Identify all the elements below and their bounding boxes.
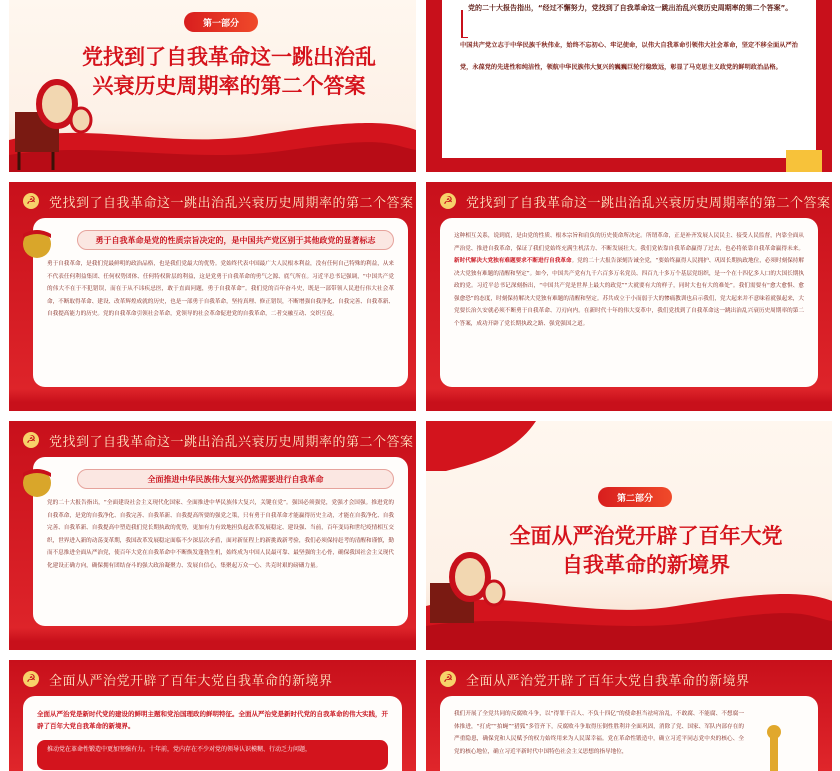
drum-badge-icon: [19, 463, 55, 499]
slide-1-title-line1: 党找到了自我革命这一跳出治乱: [82, 44, 376, 69]
slide-2-quote[interactable]: [426, 0, 832, 172]
slide-5[interactable]: [9, 421, 416, 650]
slide-1-title: [49, 42, 409, 100]
slide-5-body: 党的二十大报告指出，“全面建设社会主义现代化国家、全面推进中华民族伟大复兴，关键在党”。强国必须强党，党强才会国强。推进党的自我革命，是党的自我净化、自我完善、自我革新、自我提高所要的强党之策，只有勇于自我革命才能赢得历史主动，才能在自我净化、自我完善、自我革新、自我提高中塑造我们党长期执政的优势，更加有力有效地担负起改革发展稳定、建设强、当前，百年变局和世纪疫情相互交织，世界进入新的动荡变革期，我国改革发展稳定面临不少深层次矛盾，面对新征程上的新挑战新考验，我们必须保持赶考的清醒和谨慎，勤而不息推进全面从严治党，使百年大党在自我革命中不断焕发蓬勃生机，始终成为中国人民最可靠、最坚强的主心骨，确保我国社会主义现代化建设正确方向，确保拥有团结奋斗的强大政治凝聚力、发展自信心，集聚起万众一心、共克时艰的磅礴力量。: [47, 500, 394, 569]
slide-3-card: [33, 218, 408, 387]
party-emblem-icon: ☭: [23, 671, 39, 687]
slide-8-body: 我们开展了全党共同的反腐败斗争，以“得罪千百人、不负十四亿”的使命担当祛疴治乱，不敢腐、不能腐、不想腐一体推进，“打虎”“拍蝇”“猎狐”多管齐下，反腐败斗争取得压倒性胜利并全面巩固，消除了党、国家、军队内部存在的严重隐患，确保党和人民赋予的权力始终用来为人民谋幸福。党在革命性锻造中，确立习近平同志党中央的核心、全党的核心地位，确立习近平新时代中国特色社会主义思想的指导地位，: [454, 711, 744, 755]
slide-2-body: 中国共产党立志于中华民族千秋伟业，始终不忘初心、牢记使命，以伟大自我革命引领伟大社会革命，坚定不移全面从严治党，永葆党的先进性和纯洁性，领航中华民族伟大复兴的巍巍巨轮行稳致远，彰显了马克思主义政党的鲜明政治品格。: [460, 42, 798, 71]
slide-6-title-line1: 全面从严治党开辟了百年大党: [509, 523, 783, 548]
slide-4-header-title: 党找到了自我革命这一跳出治乱兴衰历史周期率的第二个答案: [466, 195, 831, 211]
slide-4-body: [454, 230, 804, 380]
slide-8-header: [426, 660, 832, 698]
slide-3-pill: 勇于自我革命是党的性质宗旨决定的，是中国共产党区别于其他政党的显著标志: [77, 230, 394, 250]
slide-7[interactable]: [9, 660, 416, 771]
slide-5-header: [9, 421, 416, 459]
slide-8-card: [440, 696, 818, 771]
slide-4[interactable]: [426, 182, 832, 411]
slide-7-card: [23, 696, 402, 771]
corner-decoration: [786, 150, 822, 172]
slide-6-title-line2: 自我革命的新境界: [562, 552, 730, 577]
slide-3-body: 勇于自我革命，是我们党最鲜明的政治品格，也是我们党最大的优势。党始终代表中国最广大人民根本利益，没有任何自己特殊的利益，从来不代表任何利益集团、任何权势团体、任何特权阶层的利益，这是党勇于自我革命的勇气之源、底气所在。习近平总书记强调，“中国共产党的伟大不在于不犯错误，而在于从不讳疾忌医，敢于直面问题，勇于自我革命”。我们党的百年奋斗史，既是一部带领人民进行伟大社会革命，不断取得革命、建设、改革辉煌成就的历史，也是一部勇于自我革命，坚持真理、修正错误，不断增强自我净化、自我完善、自我革新、自我提高能力的历史。党的自我革命引领社会革命，党领导的社会革命促进党的自我革命，二者交融互动、交织互促。: [47, 261, 394, 317]
section-label: 第二部分: [598, 487, 672, 507]
section-label: 第一部分: [184, 12, 258, 32]
party-emblem-icon: ☭: [440, 671, 456, 687]
slide-7-header-title: 全面从严治党开辟了百年大党自我革命的新境界: [49, 673, 333, 689]
wave-decoration: [9, 628, 416, 650]
slide-5-card: [33, 457, 408, 626]
slide-5-pill: 全面推进中华民族伟大复兴仍然需要进行自我革命: [77, 469, 394, 489]
slide-2-quote-text: 党的二十大报告指出，“经过不懈努力，党找到了自我革命这一跳出治乱兴衰历史周期率的第二个答案”。: [468, 4, 793, 12]
party-emblem-icon: ☭: [440, 193, 456, 209]
slide-3-header-title: 党找到了自我革命这一跳出治乱兴衰历史周期率的第二个答案: [49, 195, 414, 211]
slide-8[interactable]: [426, 660, 832, 771]
quote-bracket-icon: [460, 10, 468, 38]
slide-3-header: [9, 182, 416, 220]
slide-1-cover[interactable]: [9, 0, 416, 172]
slide-1-title-line2: 兴衰历史周期率的第二个答案: [92, 73, 366, 98]
slide-6-cover[interactable]: [426, 421, 832, 650]
slide-6-title: [466, 521, 826, 579]
slide-8-header-title: 全面从严治党开辟了百年大党自我革命的新境界: [466, 673, 750, 689]
slide-4-card: [440, 218, 818, 387]
flag-icon: [426, 421, 536, 471]
wave-decoration: [426, 389, 832, 411]
slide-4-body-post: 。党的二十大报告深刻告诫全党，“要始终赢得人民拥护、巩固长期执政地位，必须时刻保持解决大党独有难题的清醒和坚定”。如今，中国共产党有九千六百多万名党员、四百九十多万个基层党组织，是一个在十四亿多人口的大国长期执政的党。习近平总书记深刻指出，“中国共产党是世界上最大的政党”“大就要有大的样子，同时大也有大的难处”。我们需要有“愈大愈惧、愈强愈恐”的态度，时刻保持解决大党独有难题的清醒和坚定。苏共成立于小而弱于大的惨痛教训也启示我们，党大起来并不意味着就强起来，大党要长治久安就必须不断勇于自我革命、刀刃向内。在新时代十年的伟大变革中，我们党找到了自我革命这一跳出治乱兴衰历史周期率的第二个答案，成功开辟了党长期执政之路、强党强国之道。: [454, 258, 804, 327]
huabiao-pillar-icon: [756, 724, 792, 771]
slide-7-header: [9, 660, 416, 698]
slide-4-highlight: 新时代解决大党独有难题要求不断进行自我革命: [454, 258, 572, 264]
slide-2-panel: [442, 0, 816, 158]
slide-7-sub: 推动党在革命性锻造中更加坚强有力。十年前，党内存在不少对党的领导认识模糊、行动乏力问题，: [37, 740, 388, 770]
slide-5-header-title: 党找到了自我革命这一跳出治乱兴衰历史周期率的第二个答案: [49, 434, 414, 450]
slide-4-body-pre: 这种相互关系，说到底，是由党的性质、根本宗旨和肩负的历史使命所决定。所谓革命，正是补齐发展人民民主、接受人民监督，内靠全面从严治党、推进自我革命，保证了我们党始终充满生机活力、不断发展壮大。我们党依靠自我革命赢得了过去，也必将依靠自我革命赢得未来。: [454, 233, 804, 252]
slide-3[interactable]: [9, 182, 416, 411]
party-emblem-icon: ☭: [23, 193, 39, 209]
slide-4-header: [426, 182, 832, 220]
slide-7-lead: 全面从严治党是新时代党的建设的鲜明主题和党治国理政的鲜明特征。全面从严治党是新时代党的自我革命的伟大实践，开辟了百年大党自我革命的新境界。: [37, 710, 388, 730]
party-emblem-icon: ☭: [23, 432, 39, 448]
wave-decoration: [9, 389, 416, 411]
drum-badge-icon: [19, 224, 55, 260]
